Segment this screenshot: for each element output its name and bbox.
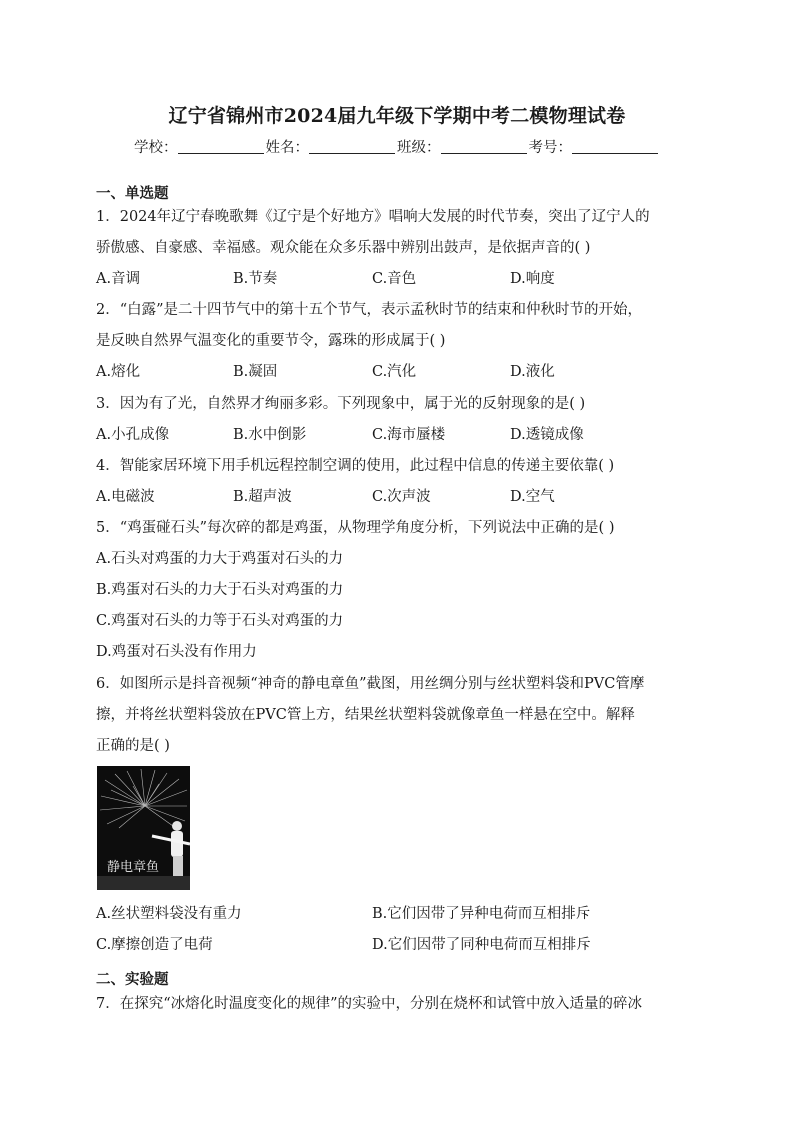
exam-no-blank[interactable] — [572, 139, 658, 154]
question-3-option-d: D.透镜成像 — [510, 427, 584, 443]
question-6-line-2: 擦，并将丝状塑料袋放在PVC管上方，结果丝状塑料袋就像章鱼一样悬在空中。解释 — [96, 707, 635, 723]
question-3-option-c: C.海市蜃楼 — [372, 427, 446, 443]
question-1-line-2: 骄傲感、自豪感、幸福感。观众能在众多乐器中辨别出鼓声，是依据声音的( ) — [96, 240, 591, 256]
question-2-option-b: B.凝固 — [233, 364, 278, 380]
question-1-option-c: C.音色 — [372, 271, 417, 287]
question-5-option-a: A.石头对鸡蛋的力大于鸡蛋对石头的力 — [96, 551, 344, 567]
section-single-choice: 一、单选题 — [96, 185, 169, 202]
question-4-option-d: D.空气 — [510, 489, 555, 505]
question-4-option-c: C.次声波 — [372, 489, 431, 505]
question-5-line-1: 5．“鸡蛋碰石头”每次碎的都是鸡蛋，从物理学角度分析，下列说法中正确的是( ) — [96, 520, 615, 536]
question-6-option-d: D.它们因带了同种电荷而互相排斥 — [372, 937, 591, 953]
question-2-option-a: A.熔化 — [96, 364, 141, 380]
question-5-option-b: B.鸡蛋对石头的力大于石头对鸡蛋的力 — [96, 582, 344, 598]
question-6-option-a: A.丝状塑料袋没有重力 — [96, 906, 242, 922]
question-1-option-b: B.节奏 — [233, 271, 278, 287]
exam-no-label: 考号： — [528, 140, 572, 156]
question-4-option-b: B.超声波 — [233, 489, 292, 505]
name-blank[interactable] — [309, 139, 395, 154]
school-label: 学校： — [134, 140, 178, 156]
name-label: 姓名： — [265, 140, 309, 156]
question-1-option-a: A.音调 — [96, 271, 141, 287]
question-2-option-d: D.液化 — [510, 364, 555, 380]
question-2-line-2: 是反映自然界气温变化的重要节令，露珠的形成属于( ) — [96, 333, 446, 349]
question-2-line-1: 2．“白露”是二十四节气中的第十五个节气，表示孟秋时节的结束和仲秋时节的开始， — [96, 302, 643, 318]
question-6-option-b: B.它们因带了异种电荷而互相排斥 — [372, 906, 591, 922]
question-3-option-a: A.小孔成像 — [96, 427, 170, 443]
school-blank[interactable] — [178, 139, 264, 154]
question-5-option-c: C.鸡蛋对石头的力等于石头对鸡蛋的力 — [96, 613, 344, 629]
question-5-option-d: D.鸡蛋对石头没有作用力 — [96, 644, 257, 660]
question-4-line-1: 4．智能家居环境下用手机远程控制空调的使用，此过程中信息的传递主要依靠( ) — [96, 458, 615, 474]
class-blank[interactable] — [441, 139, 527, 154]
class-label: 班级： — [397, 140, 441, 156]
question-4-option-a: A.电磁波 — [96, 489, 155, 505]
section-experiment: 二、实验题 — [96, 971, 169, 988]
question-3-line-1: 3．因为有了光，自然界才绚丽多彩。下列现象中，属于光的反射现象的是( ) — [96, 396, 586, 412]
question-6-line-1: 6．如图所示是抖音视频“神奇的静电章鱼”截图，用丝绸分别与丝状塑料袋和PVC管摩 — [96, 676, 645, 692]
question-7-line-1: 7．在探究“冰熔化时温度变化的规律”的实验中，分别在烧杯和试管中放入适量的碎冰 — [96, 996, 643, 1012]
question-2-option-c: C.汽化 — [372, 364, 417, 380]
question-6-option-c: C.摩擦创造了电荷 — [96, 937, 213, 953]
figure-caption: 静电章鱼 — [107, 860, 160, 875]
question-1-option-d: D.响度 — [510, 271, 555, 287]
question-6-line-3: 正确的是( ) — [96, 738, 170, 754]
question-1-line-1: 1．2024年辽宁春晚歌舞《辽宁是个好地方》唱响大发展的时代节奏，突出了辽宁人的 — [96, 209, 650, 225]
static-octopus-photo — [97, 766, 190, 890]
exam-title: 辽宁省锦州市2024届九年级下学期中考二模物理试卷 — [168, 105, 626, 127]
question-3-option-b: B.水中倒影 — [233, 427, 307, 443]
student-info-row — [0, 136, 794, 157]
